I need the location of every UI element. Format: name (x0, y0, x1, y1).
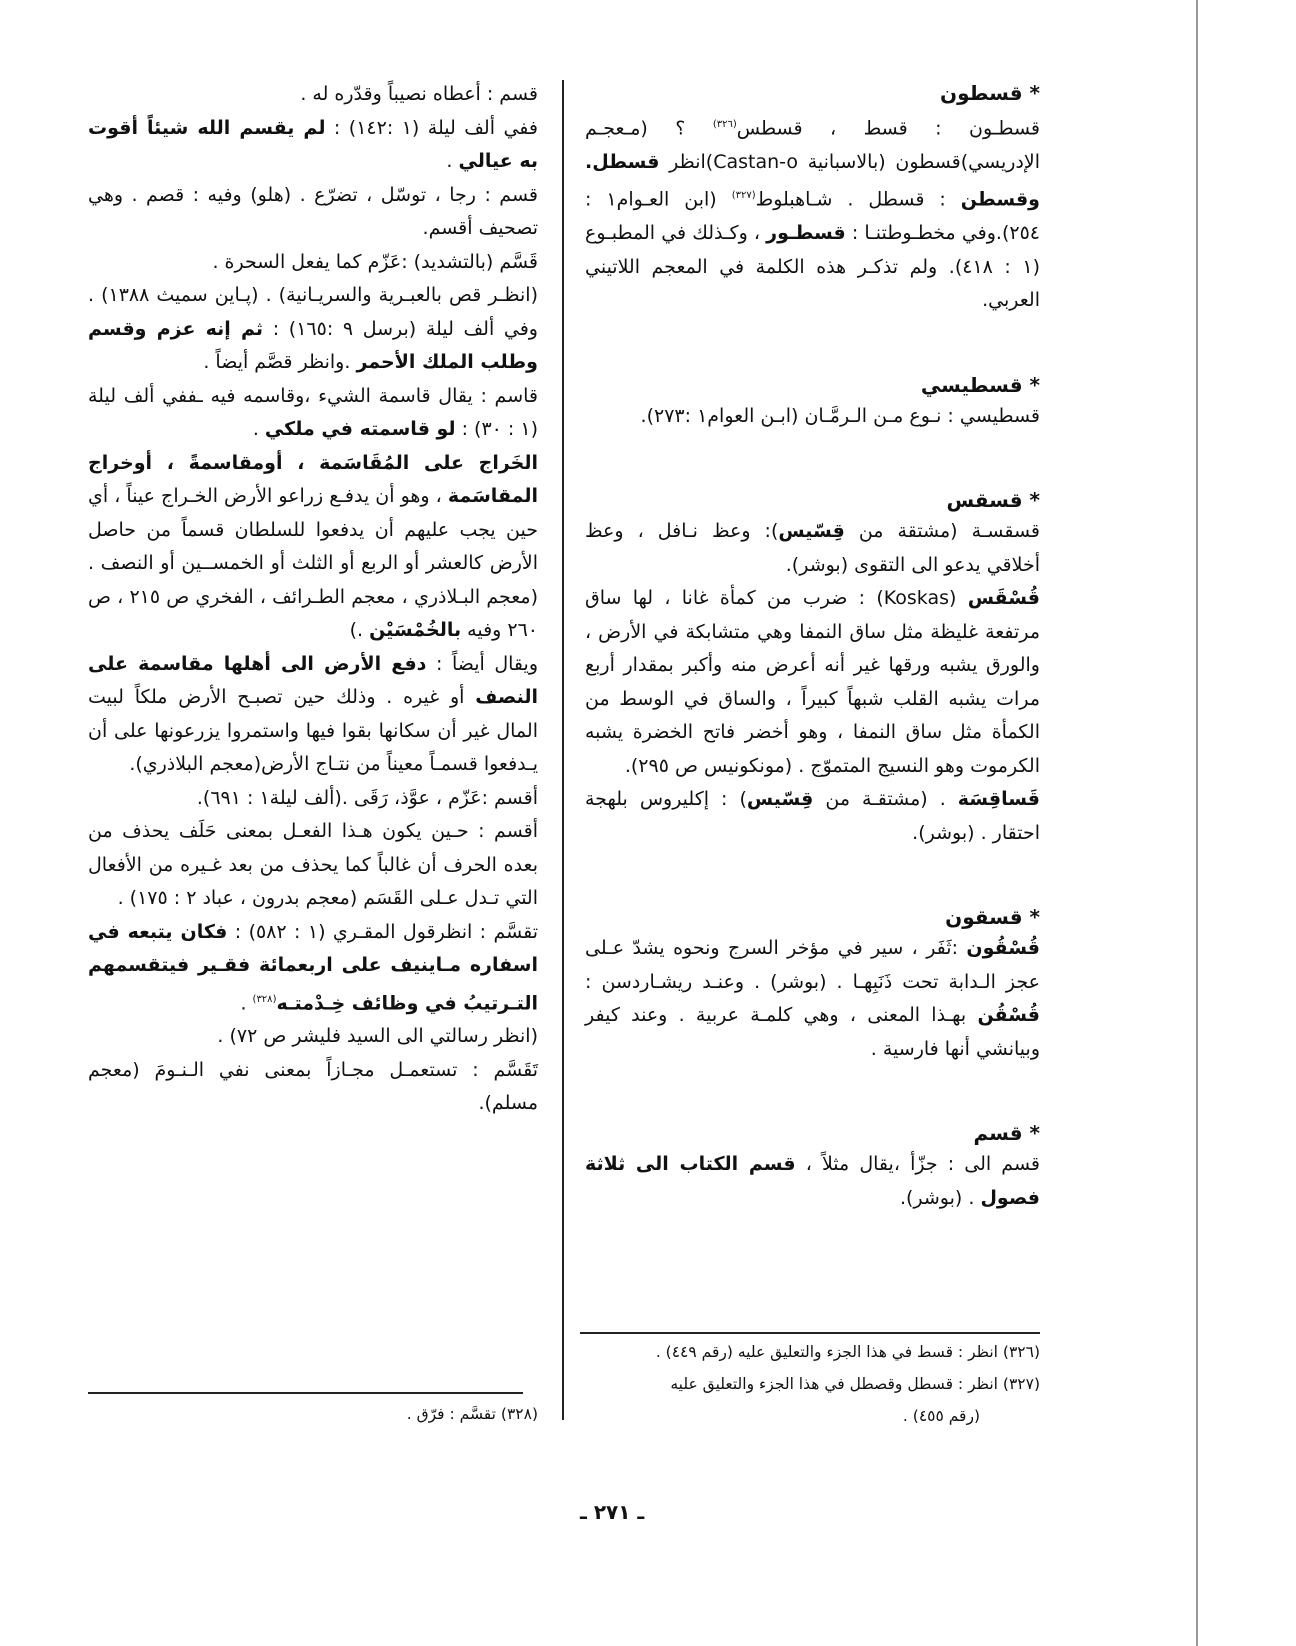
entry-heading-qasqun: * قسقون (945, 905, 1040, 930)
page-number: ـ ٢٧١ ـ (580, 1500, 645, 1524)
footnote-326: (٣٢٦) انظر : قسط في هذا الجزء والتعليق عليه (رقم ٤٤٩) . (655, 1343, 1040, 1361)
entry-qastisi-text: قسطيسي : نـوع مـن الـرمَّـان (ابـن العوام١ :٢٧٣). (640, 404, 1040, 427)
qasm-sense-1: قسم : أعطاه نصيباً وقدّره له . (300, 83, 538, 105)
taqassam-reference: (انظر رسالتي الى السيد فليشر ص ٧٢) . (217, 1025, 538, 1048)
aqsam-sense-1: أقسم :عَزّم ، عوَّذ، رَقَى .(ألف ليلة١ : ٦٩١). (196, 786, 538, 809)
page-edge-line (1196, 0, 1198, 1646)
kharaj-muqasama: الخَراج على المُقَاسَمة ، أومقاسمةً ، أوخراج المقاسَمة ، وهو أن يدفـع زراعو الأرض الخـراج عيناً ، أي حين يجب عليهم أن يدفعوا للسلطان قسماً من حاصل الأرض كالعشر أو الربع أو الثلث أو الخمســين أو النصف . (معجم البـلاذري ، معجم الطـرائف ، الفخري ص ٢١٥ ، ص ٢٦٠ وفيه بالخُمْسَيْن .) (88, 451, 538, 641)
entry-qasqas-text-1: قسقسـة (مشتقة من قِسّيس): وعظ نـافل ، وعظ أخلاقي يدعو الى التقوى (بوشر). (585, 520, 1040, 576)
qassam-sense: قَسَّم (بالتشديد) :عَزّم كما يفعل السحرة . (212, 250, 538, 273)
entry-heading-qasqas: * قسقس (946, 488, 1040, 513)
daf-al-ard: ويقال أيضاً : دفع الأرض الى أهلها مقاسمة على النصف أو غيره . وذلك حين تصبـح الأرض ملكاً لبيت المال غير أن سكانها بقوا فيها واستمروا يزرعونها على أن يـدفعوا قسمـاً معيناً من نتـاج الأرض(معجم البلاذري). (88, 652, 538, 775)
footnote-327-cont: (رقم ٤٥٥) . (902, 1407, 980, 1425)
left-column (88, 78, 538, 1121)
taqassam-sense-2: تَقَسَّم : تستعمـل مجـازاً بمعنى نفي الـنـومَ (معجم مسلم). (88, 1058, 538, 1115)
footnote-rule-left (88, 1392, 523, 1394)
footnote-328: (٣٢٨) تقسَّم : فرّق . (406, 1405, 538, 1423)
footnote-rule-right (580, 1332, 1040, 1334)
entry-qasqas-text-3: قَساقِسَة . (مشتقـة من قِسّيس) : إكليروس بلهجة احتقار . (بوشر). (585, 788, 1040, 844)
column-divider (562, 80, 564, 1420)
footnote-327: (٣٢٧) انظر : قسطل وقصطل في هذا الجزء والتعليق عليه (670, 1375, 1040, 1393)
entry-qasqun-text: قُسْقُون :ثَفَر ، سير في مؤخر السرج ونحوه يشدّ عـلى عجز الـدابة تحت ذَنَبِهـا . (بوشر) . وعنـد ريشـاردسن : قُسْقُن بهـذا المعنى ، وهي كلمـة عربية . وعند كيفر وبيانشي أنها فارسية . (585, 937, 1040, 1060)
entry-heading-qastun: * قسطون (940, 81, 1040, 105)
taqassam-sense-1: تقسَّم : انظرقول المقـري (١ : ٥٨٢) : فكان يتبعه في اسفاره مـاينيف على اربعمائة فقـير فيتقسمهم التـرتيبُ في وظائف خِـدْمتـه$^{(٣٢٨)}$ . (88, 920, 538, 1014)
entry-qastun-text: قسطـون : قسط ، قسطس$^{(٣٢٦)}$ ؟ (مـعجـم الإدريسي)قسطون (بالاسبانية Castan-o)انظر قسطل. وقسطن : قسطل . شـاهبلوط$^{(٣٢٧)}$ (ابن العـوام١ : ٢٥٤).وفي مخطـوطتنـا : قسطـور ، وكـذلك في المطبـوع (١ : ٤١٨). ولم تذكـر هذه الكلمة في المعجم اللاتيني العربي. (585, 117, 1040, 312)
right-column (585, 78, 1040, 1215)
entry-qasqas-text-2: قُسْقَس (Koskas) : ضرب من كمأة غانا ، لها ساق مرتفعة غليظة مثل ساق النمفا وهي متشابكة في الأرض ، والورق يشبه ورقها غير أنه أعرض منه وأكبر بمقدار أربع مرات يشبه القلب شبهاً كبيراً ، والساق في الوسط من الكمأة مثل ساق النمفا ، وهو أخضر فاتح الخضرة يشبه الكرموت وهو النسيج المتموّج . (مونكونيس ص ٢٩٥). (585, 587, 1040, 777)
entry-heading-qastisi: * قسطيسي (920, 372, 1040, 397)
entry-heading-qasm: * قسم (973, 1121, 1040, 1146)
entry-qasm-text: قسم الى : جزّأ ،يقال مثلاً ، قسم الكتاب الى ثلاثة فصول . (بوشر). (585, 1153, 1040, 1209)
qasim-sense: قاسم : يقال قاسمة الشيء ،وقاسمه فيه ـففي ألف ليلة (١ : ٣٠) : لو قاسمته في ملكي . (88, 384, 538, 440)
qassam-reference: (انظـر قص بالعبـرية والسريـانية) . (پـاين سميث ١٣٨٨) . وفي ألف ليلة (برسل ٩ :١٦٥) : ثم إنه عزم وقسم وطلب الملك الأحمر .وانظر قصَّم أيضاً . (88, 284, 538, 373)
qasm-sense-2: قسم : رجا ، توسّل ، تضرّع . (هلو) وفيه : قصم . وهي تصحيف أقسم. (88, 183, 538, 239)
aqsam-sense-2: أقسم : حـين يكون هـذا الفعـل بمعنى حَلَف يحذف من بعده الحرف أن غالباً كما يحذف من بعد غـيره من الأفعال التي تـدل عـلى القَسَم (معجم بدرون ، عباد ٢ : ١٧٥) . (88, 820, 538, 909)
qasm-alf-layla-1: ففي ألف ليلة (١ :١٤٢) : لم يقسم الله شيئاً أقوت به عيالي . (88, 116, 538, 172)
